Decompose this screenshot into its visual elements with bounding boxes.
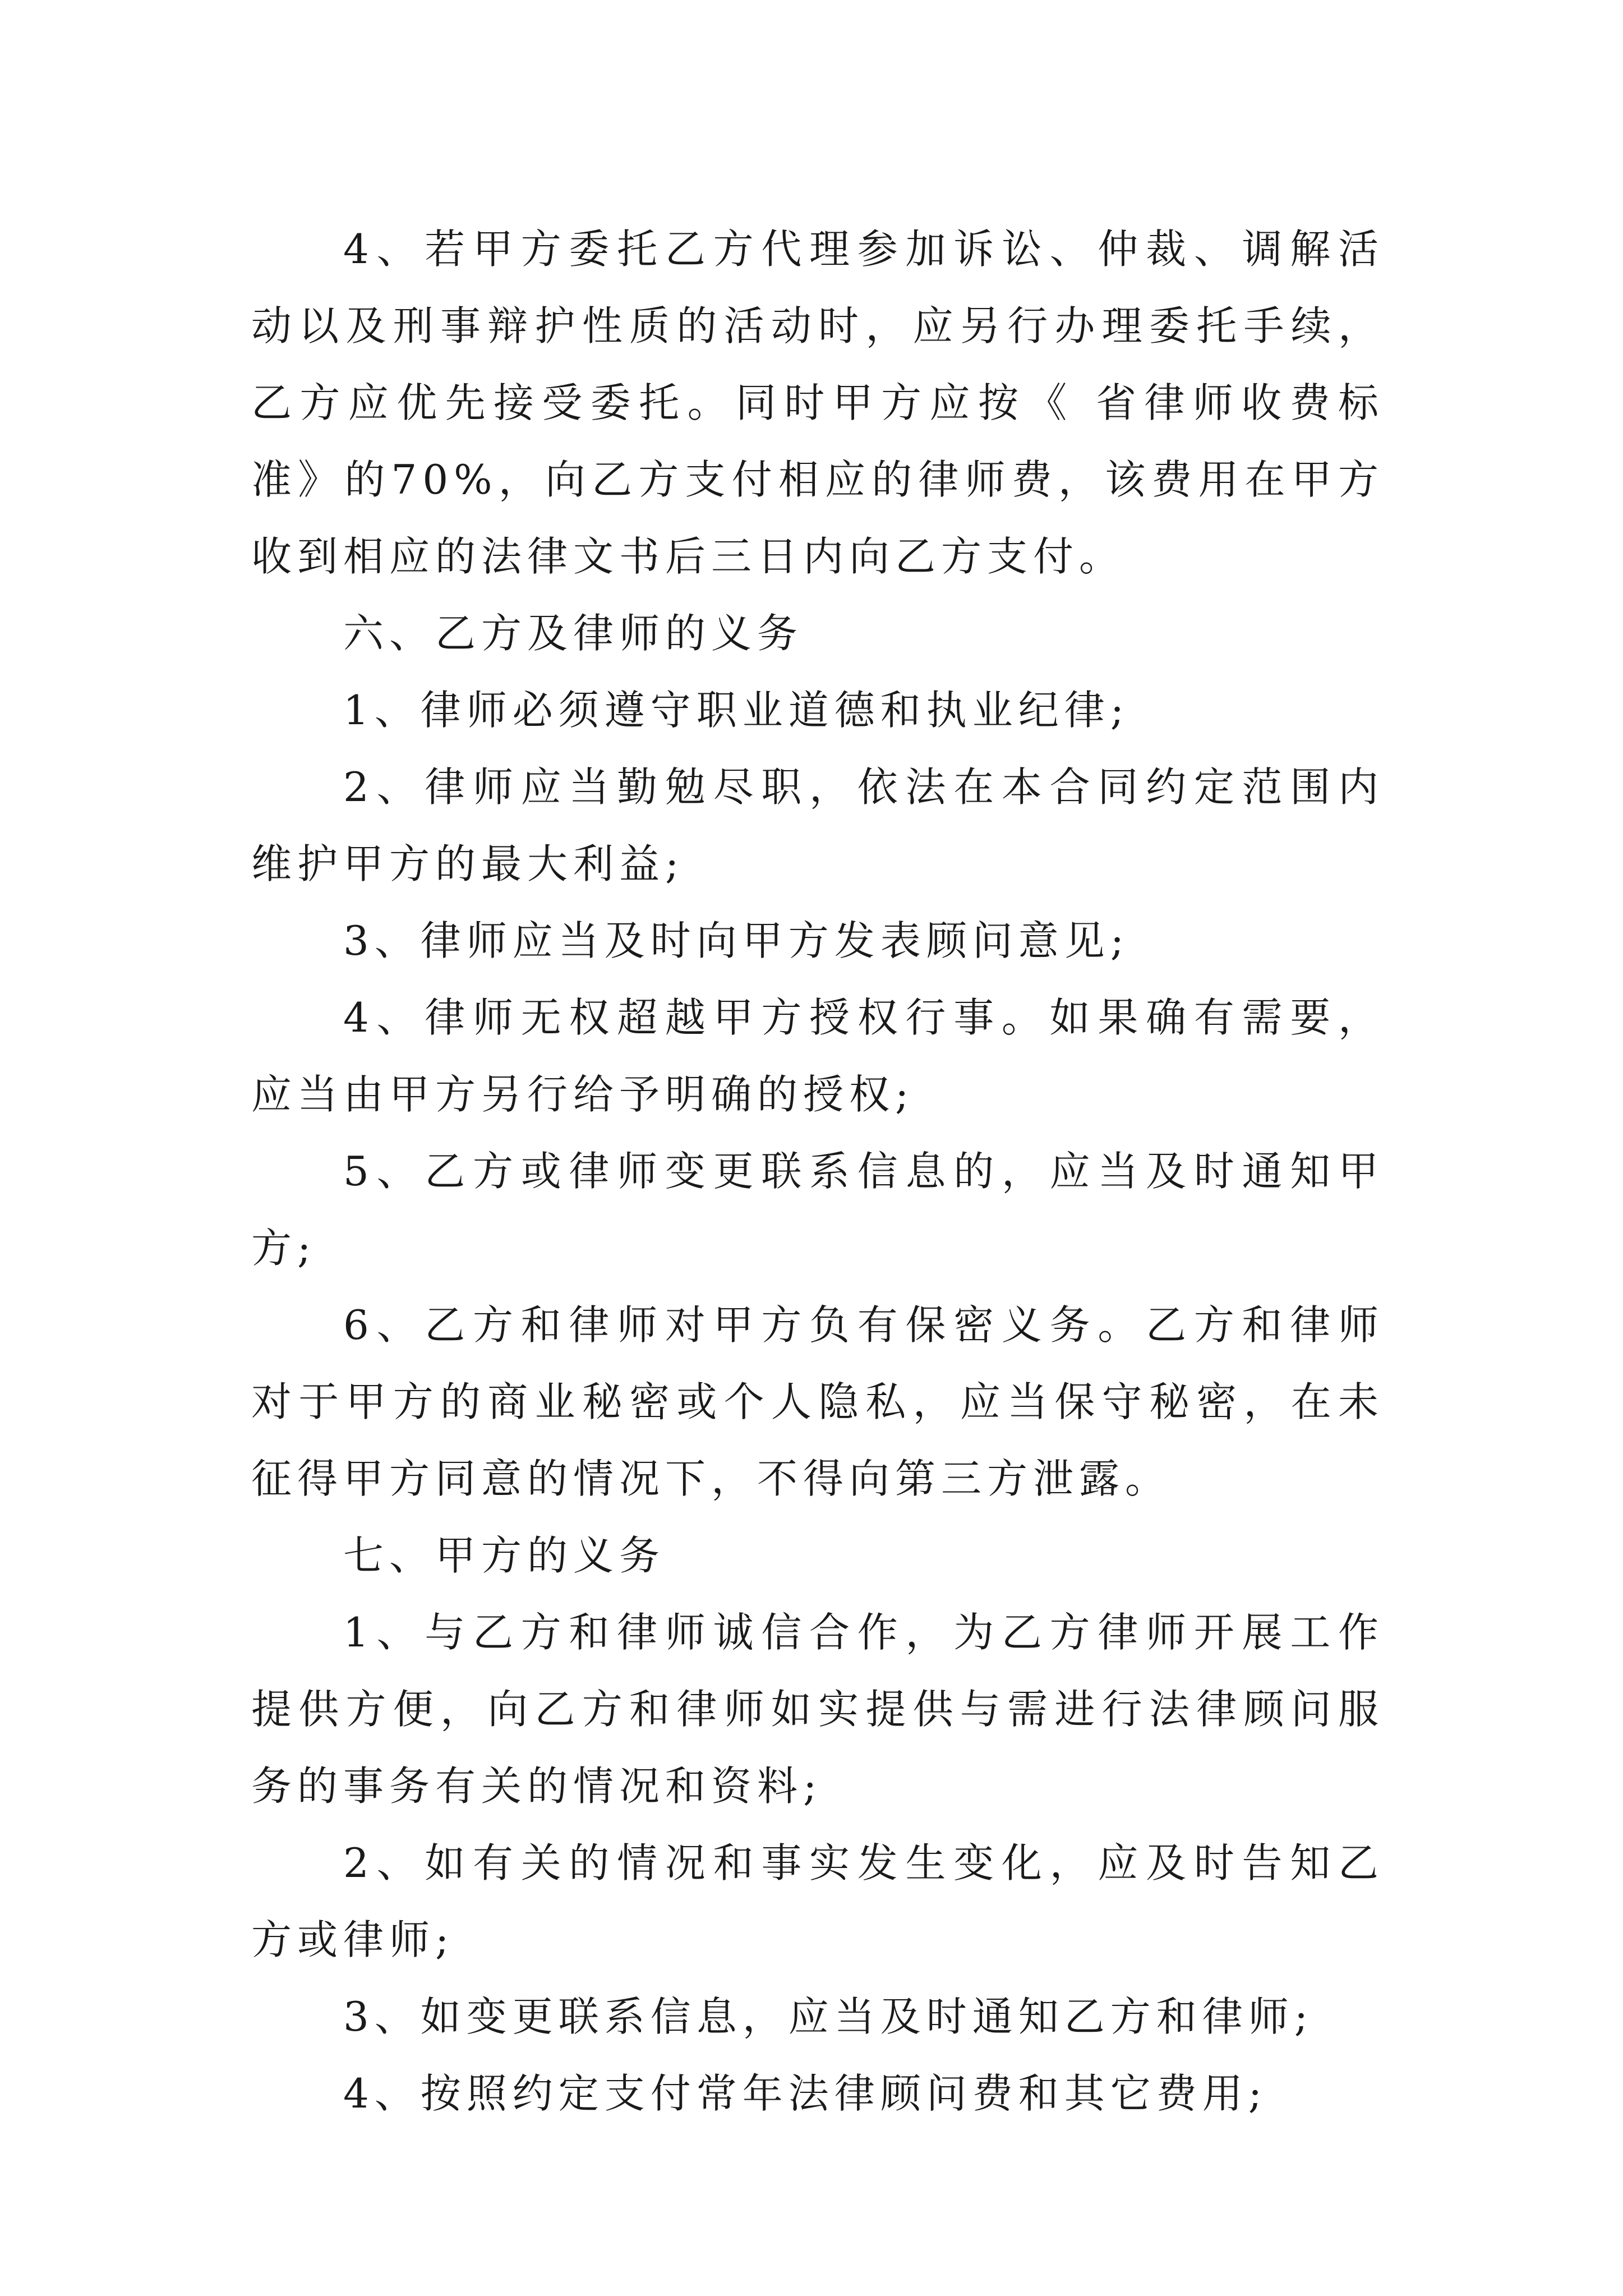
paragraph-a-obligation-4: 4、按照约定支付常年法律顾问费和其它费用; [343,2070,1268,2117]
paragraph-b-obligation-6: 6、乙方和律师对甲方负有保密义务。乙方和律师对于甲方的商业秘密或个人隐私，应当保守秘密，在未征得甲方同意的情况下，不得向第三方泄露。 [251,1301,1384,1502]
paragraph-b-obligation-3: 3、律师应当及时向甲方发表顾问意见; [343,917,1130,964]
paragraph-litigation-fee: 4、若甲方委托乙方代理参加诉讼、仲裁、调解活动以及刑事辩护性质的活动时，应另行办理委托手续，乙方应优先接受委托。同时甲方应按《 省律师收费标准》的70%，向乙方支付相应的律师费，该费用在甲方收到相应的法律文书后三日内向乙方支付。 [251,226,1384,580]
section-heading-party-b-obligations: 六、乙方及律师的义务 [343,610,804,657]
paragraph-b-obligation-5: 5、乙方或律师变更联系信息的，应当及时通知甲方; [251,1148,1384,1272]
paragraph-a-obligation-2: 2、如有关的情况和事实发生变化，应及时告知乙方或律师; [251,1839,1384,1963]
paragraph-b-obligation-2: 2、律师应当勤勉尽职，依法在本合同约定范围内维护甲方的最大利益; [251,763,1384,887]
paragraph-a-obligation-1: 1、与乙方和律师诚信合作，为乙方律师开展工作提供方便，向乙方和律师如实提供与需进行法律顾问服务的事务有关的情况和资料; [251,1609,1384,1810]
paragraph-a-obligation-3: 3、如变更联系信息，应当及时通知乙方和律师; [343,1993,1314,2040]
paragraph-b-obligation-4: 4、律师无权超越甲方授权行事。如果确有需要，应当由甲方另行给予明确的授权; [251,994,1384,1118]
section-heading-party-a-obligations: 七、甲方的义务 [343,1532,666,1579]
document-body [251,211,1384,2132]
paragraph-b-obligation-1: 1、律师必须遵守职业道德和执业纪律; [343,687,1130,734]
